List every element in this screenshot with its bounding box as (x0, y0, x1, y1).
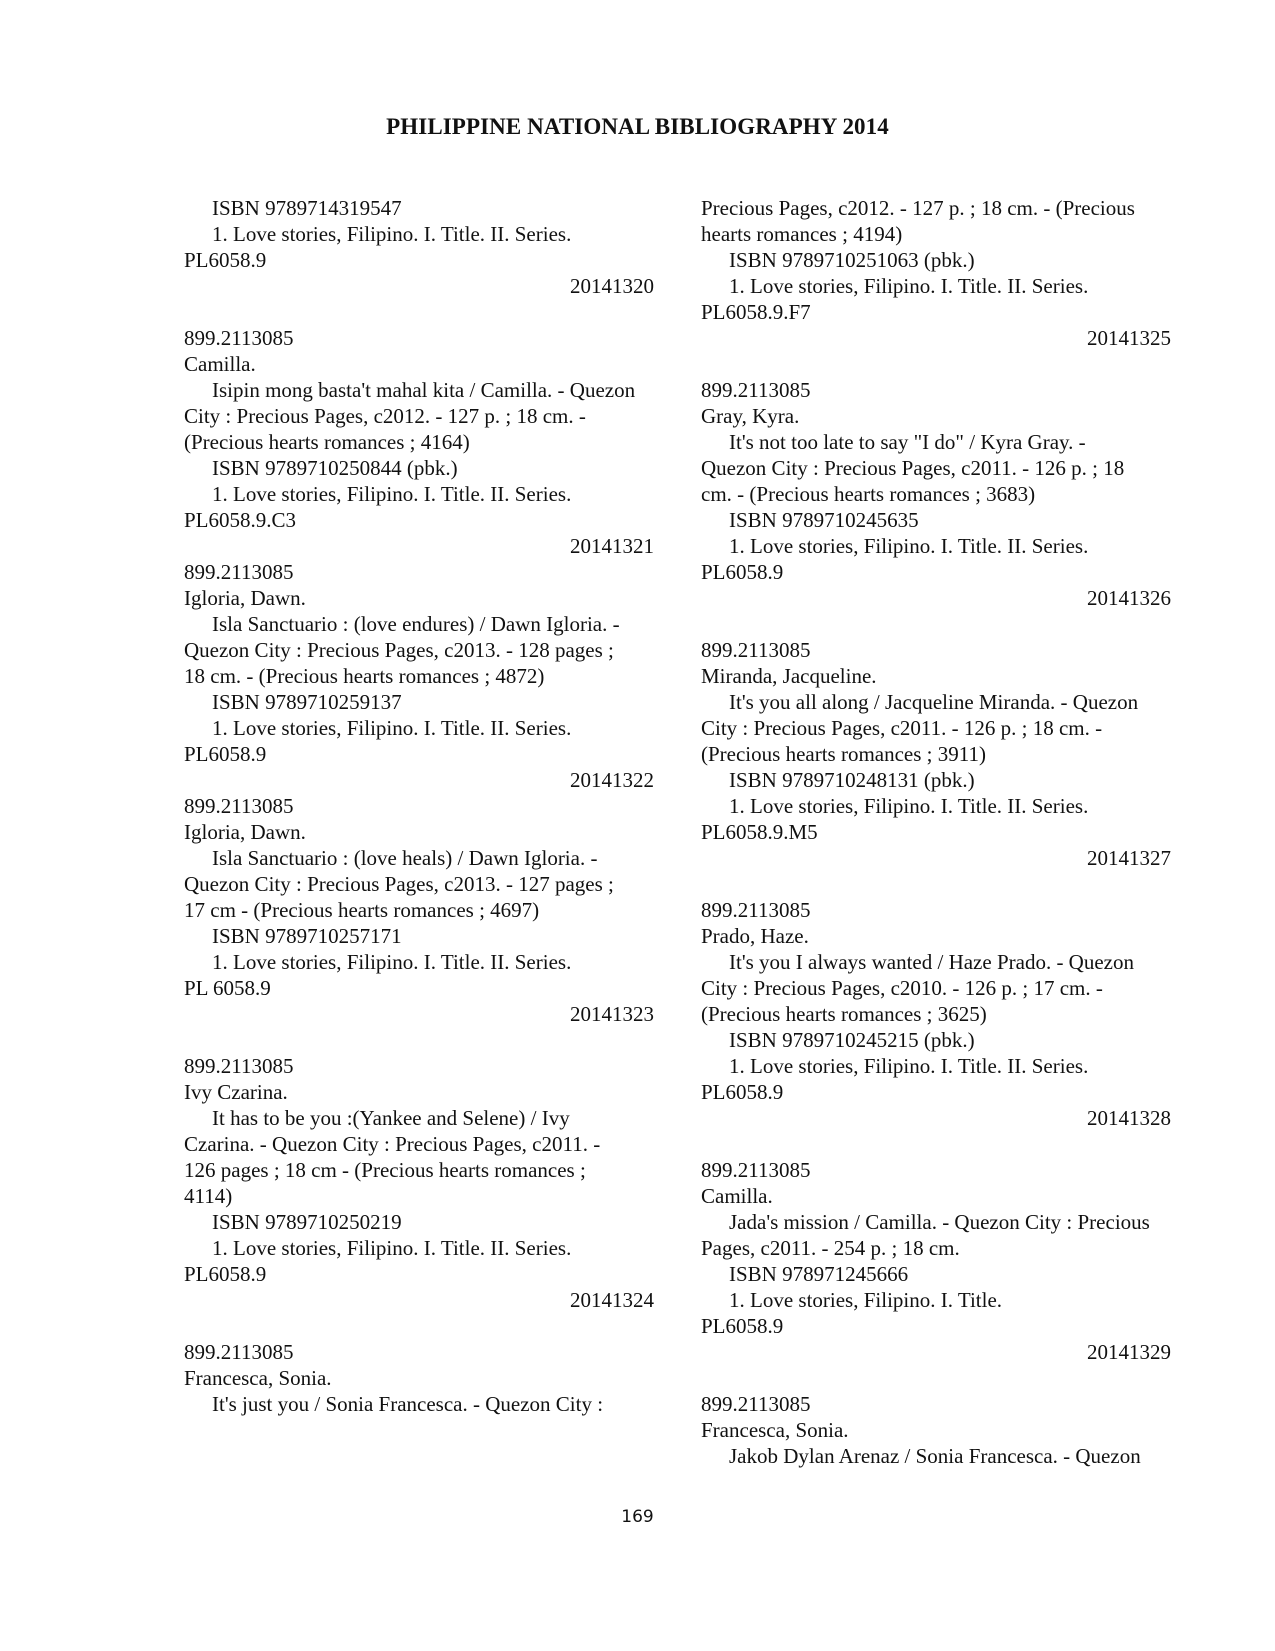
entry-line: Francesca, Sonia. (701, 1418, 849, 1442)
blank-line (184, 299, 654, 325)
entry-line: PL6058.9 (184, 742, 267, 766)
entry-line: Ivy Czarina. (184, 1080, 288, 1104)
page-title: PHILIPPINE NATIONAL BIBLIOGRAPHY 2014 (386, 114, 889, 139)
page-number: 169 (621, 1507, 654, 1527)
entry-line: Quezon City : Precious Pages, c2013. - 127 pages ; (184, 872, 614, 896)
record-number: 20141325 (1087, 326, 1171, 350)
entry-line: 899.2113085 (184, 560, 294, 584)
entry-line: Jakob Dylan Arenaz / Sonia Francesca. - Quezon (729, 1444, 1141, 1468)
entry-line: ISBN 9789710250219 (212, 1210, 402, 1234)
entry-line: 1. Love stories, Filipino. I. Title. (729, 1288, 1003, 1312)
entry-line: 1. Love stories, Filipino. I. Title. II. Series. (212, 222, 572, 246)
entry-line: It's not too late to say "I do" / Kyra Gray. - (729, 430, 1086, 454)
entry-line: Quezon City : Precious Pages, c2011. - 126 p. ; 18 (701, 456, 1125, 480)
blank-line (701, 1131, 1171, 1157)
entry-line: 899.2113085 (701, 1392, 811, 1416)
entry-line: (Precious hearts romances ; 3911) (701, 742, 986, 766)
entry-line: It's you all along / Jacqueline Miranda. - Quezon (729, 690, 1139, 714)
entry-line: 126 pages ; 18 cm - (Precious hearts romances ; (184, 1158, 586, 1182)
entry-line: (Precious hearts romances ; 3625) (701, 1002, 987, 1026)
entry-line: 1. Love stories, Filipino. I. Title. II. Series. (212, 716, 572, 740)
entry-line: ISBN 978971245666 (729, 1262, 909, 1286)
blank-line (184, 1027, 654, 1053)
entry-line: 1. Love stories, Filipino. I. Title. II. Series. (212, 950, 572, 974)
entry-line: 1. Love stories, Filipino. I. Title. II. Series. (729, 1054, 1089, 1078)
entry-line: 899.2113085 (701, 378, 811, 402)
blank-line (701, 871, 1171, 897)
record-number: 20141320 (570, 274, 654, 298)
entry-line: Quezon City : Precious Pages, c2013. - 128 pages ; (184, 638, 614, 662)
entry-line: ISBN 9789714319547 (212, 196, 402, 220)
entry-line: 899.2113085 (701, 638, 811, 662)
entry-line: PL6058.9 (701, 1314, 784, 1338)
entry-line: Isla Sanctuario : (love heals) / Dawn Igloria. - (212, 846, 598, 870)
entry-line: It's you I always wanted / Haze Prado. - Quezon (729, 950, 1134, 974)
record-number: 20141329 (1087, 1340, 1171, 1364)
record-number: 20141324 (570, 1288, 654, 1312)
entry-line: 1. Love stories, Filipino. I. Title. II. Series. (729, 274, 1089, 298)
entry-line: PL6058.9 (184, 248, 267, 272)
entry-line: ISBN 9789710251063 (pbk.) (729, 248, 975, 272)
entry-line: PL6058.9 (701, 1080, 784, 1104)
entry-line: 1. Love stories, Filipino. I. Title. II. Series. (212, 1236, 572, 1260)
entry-line: Igloria, Dawn. (184, 820, 306, 844)
right-column (701, 195, 1171, 1469)
blank-line (184, 1313, 654, 1339)
entry-line: ISBN 9789710257171 (212, 924, 402, 948)
record-number: 20141326 (1087, 586, 1171, 610)
entry-line: 1. Love stories, Filipino. I. Title. II. Series. (212, 482, 572, 506)
entry-line: Jada's mission / Camilla. - Quezon City : Precious (729, 1210, 1150, 1234)
entry-line: 899.2113085 (184, 794, 294, 818)
entry-line: ISBN 9789710250844 (pbk.) (212, 456, 458, 480)
entry-line: 1. Love stories, Filipino. I. Title. II. Series. (729, 534, 1089, 558)
entry-line: PL6058.9 (184, 1262, 267, 1286)
entry-line: PL6058.9.F7 (701, 300, 811, 324)
entry-line: Czarina. - Quezon City : Precious Pages, c2011. - (184, 1132, 601, 1156)
entry-line: Isipin mong basta't mahal kita / Camilla. - Quezon (212, 378, 636, 402)
entry-line: PL6058.9 (701, 560, 784, 584)
entry-line: PL 6058.9 (184, 976, 271, 1000)
entry-line: Camilla. (184, 352, 256, 376)
entry-line: cm. - (Precious hearts romances ; 3683) (701, 482, 1036, 506)
record-number: 20141327 (1087, 846, 1171, 870)
entry-line: ISBN 9789710245215 (pbk.) (729, 1028, 975, 1052)
entry-line: ISBN 9789710259137 (212, 690, 402, 714)
left-column (184, 195, 654, 1417)
entry-line: ISBN 9789710245635 (729, 508, 919, 532)
entry-line: PL6058.9.C3 (184, 508, 297, 532)
entry-line: Prado, Haze. (701, 924, 809, 948)
entry-line: 899.2113085 (701, 898, 811, 922)
entry-line: Isla Sanctuario : (love endures) / Dawn Igloria. - (212, 612, 620, 636)
entry-line: (Precious hearts romances ; 4164) (184, 430, 470, 454)
entry-line: Precious Pages, c2012. - 127 p. ; 18 cm. - (Precious (701, 196, 1135, 220)
record-number: 20141323 (570, 1002, 654, 1026)
blank-line (701, 351, 1171, 377)
record-number: 20141321 (570, 534, 654, 558)
entry-line: ISBN 9789710248131 (pbk.) (729, 768, 975, 792)
entry-line: 899.2113085 (184, 1340, 294, 1364)
entry-line: City : Precious Pages, c2010. - 126 p. ; 17 cm. - (701, 976, 1103, 1000)
entry-line: 4114) (184, 1184, 233, 1208)
entry-line: City : Precious Pages, c2012. - 127 p. ; 18 cm. - (184, 404, 586, 428)
entry-line: Francesca, Sonia. (184, 1366, 332, 1390)
blank-line (701, 611, 1171, 637)
entry-line: 899.2113085 (184, 1054, 294, 1078)
entry-line: Gray, Kyra. (701, 404, 800, 428)
entry-line: It's just you / Sonia Francesca. - Quezon City : (212, 1392, 604, 1416)
entry-line: hearts romances ; 4194) (701, 222, 903, 246)
record-number: 20141322 (570, 768, 654, 792)
record-number: 20141328 (1087, 1106, 1171, 1130)
entry-line: Miranda, Jacqueline. (701, 664, 877, 688)
entry-line: 1. Love stories, Filipino. I. Title. II. Series. (729, 794, 1089, 818)
entry-line: 899.2113085 (701, 1158, 811, 1182)
entry-line: PL6058.9.M5 (701, 820, 818, 844)
entry-line: Camilla. (701, 1184, 773, 1208)
blank-line (701, 1365, 1171, 1391)
entry-line: City : Precious Pages, c2011. - 126 p. ; 18 cm. - (701, 716, 1103, 740)
entry-line: Igloria, Dawn. (184, 586, 306, 610)
entry-line: Pages, c2011. - 254 p. ; 18 cm. (701, 1236, 960, 1260)
entry-line: 899.2113085 (184, 326, 294, 350)
entry-line: It has to be you :(Yankee and Selene) / Ivy (212, 1106, 570, 1130)
entry-line: 17 cm - (Precious hearts romances ; 4697) (184, 898, 540, 922)
entry-line: 18 cm. - (Precious hearts romances ; 4872) (184, 664, 545, 688)
